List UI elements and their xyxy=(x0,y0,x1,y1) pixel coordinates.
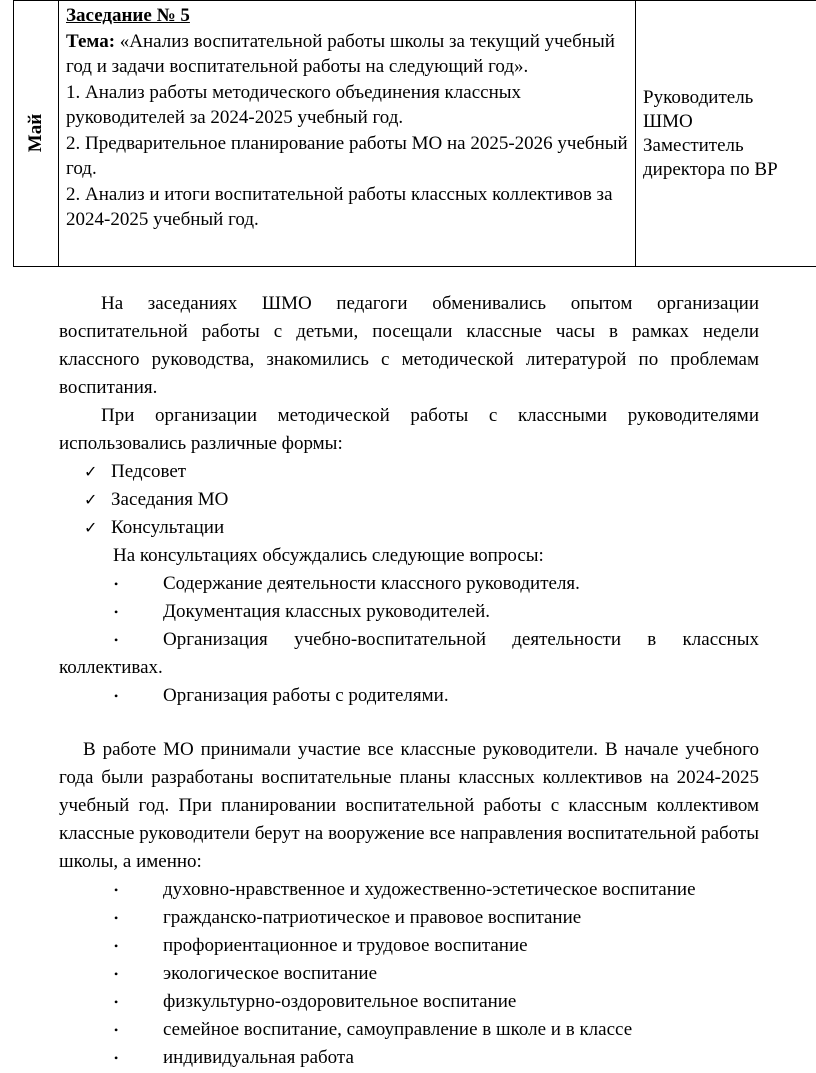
list-item xyxy=(59,1044,759,1072)
direction-text: духовно-нравственное и художественно-эстетическое воспитание xyxy=(163,879,696,900)
month-cell xyxy=(14,1,59,267)
spacer xyxy=(59,710,759,736)
checkmark-icon: ✓ xyxy=(84,518,98,537)
list-item xyxy=(59,682,759,710)
responsible-line: Заместитель xyxy=(643,134,744,156)
direction-text: индивидуальная работа xyxy=(163,1047,354,1068)
direction-text: физкультурно-оздоровительное воспитание xyxy=(163,991,517,1012)
bullet-icon: • xyxy=(114,967,119,981)
checkmark-icon: ✓ xyxy=(84,490,98,509)
direction-text: семейное воспитание, самоуправление в школе и в классе xyxy=(163,1019,633,1040)
body-text xyxy=(59,290,759,1072)
list-item xyxy=(59,904,759,932)
list-item xyxy=(59,626,759,682)
theme-label: Тема: xyxy=(66,30,116,52)
form-label: Заседания МО xyxy=(111,489,229,510)
list-item xyxy=(59,932,759,960)
forms-list xyxy=(59,458,759,542)
direction-text: гражданско-патриотическое и правовое воспитание xyxy=(163,907,582,928)
questions-list xyxy=(59,570,759,710)
responsible-line: директора по ВР xyxy=(643,158,778,180)
meeting-theme xyxy=(66,29,629,80)
question-text: Документация классных руководителей. xyxy=(163,601,490,622)
theme-text: «Анализ воспитательной работы школы за текущий учебный год и задачи воспитательной работы на следующий год». xyxy=(66,30,615,77)
paragraph-exchange: На заседаниях ШМО педагоги обменивались опытом организации воспитательной работы с детьми, посещали классные часы в рамках недели классного руководства, знакомились с методической литературой по проблемам воспитания. xyxy=(59,293,759,398)
agenda-item-2: 2. Предварительное планирование работы МО на 2025-2026 учебный год. xyxy=(66,132,628,179)
list-item xyxy=(59,486,759,514)
direction-text: экологическое воспитание xyxy=(163,963,378,984)
list-item xyxy=(59,1016,759,1044)
bullet-icon: • xyxy=(114,939,119,953)
list-item xyxy=(59,876,759,904)
responsible-line: ШМО xyxy=(643,110,693,132)
question-text: Организация учебно-воспитательной деятельности в классных коллективах. xyxy=(59,629,759,678)
list-item xyxy=(59,458,759,486)
list-item xyxy=(59,514,759,542)
bullet-icon: • xyxy=(114,995,119,1009)
bullet-icon: • xyxy=(114,911,119,925)
consultation-intro: На консультациях обсуждались следующие вопросы: xyxy=(113,545,544,566)
agenda-item-1: 1. Анализ работы методического объединения классных руководителей за 2024-2025 учебный год. xyxy=(66,81,521,128)
bullet-icon: • xyxy=(114,689,119,703)
checkmark-icon: ✓ xyxy=(84,462,98,481)
list-item xyxy=(59,960,759,988)
table-row xyxy=(14,1,816,267)
month-label: Май xyxy=(25,113,46,153)
meeting-plan-table xyxy=(13,0,816,267)
list-item xyxy=(59,570,759,598)
direction-text: профориентационное и трудовое воспитание xyxy=(163,935,528,956)
responsible-cell xyxy=(636,1,816,267)
bullet-icon: • xyxy=(114,577,119,591)
responsible-line: Руководитель xyxy=(643,86,754,108)
question-text: Содержание деятельности классного руководителя. xyxy=(163,573,580,594)
form-label: Педсовет xyxy=(111,461,187,482)
agenda-item-3: 2. Анализ и итоги воспитательной работы классных коллективов за 2024-2025 учебный год. xyxy=(66,183,613,230)
form-label: Консультации xyxy=(111,517,225,538)
paragraph-forms: При организации методической работы с классными руководителями использовались различные формы: xyxy=(59,405,759,454)
bullet-icon: • xyxy=(114,1051,119,1065)
bullet-icon: • xyxy=(114,1023,119,1037)
topic-cell xyxy=(59,1,636,267)
list-item xyxy=(59,988,759,1016)
list-item xyxy=(59,598,759,626)
bullet-icon: • xyxy=(114,633,119,647)
directions-list xyxy=(59,876,759,1072)
question-text: Организация работы с родителями. xyxy=(163,685,449,706)
paragraph-participation: В работе МО принимали участие все классные руководители. В начале учебного года были разработаны воспитательные планы классных коллективов на 2024-2025 учебный год. При планировании воспитательной работы с классным коллективом классные руководители берут на вооружение все направления воспитательной работы школы, а именно: xyxy=(59,739,759,872)
bullet-icon: • xyxy=(114,883,119,897)
bullet-icon: • xyxy=(114,605,119,619)
meeting-title: Заседание № 5 xyxy=(66,5,190,26)
